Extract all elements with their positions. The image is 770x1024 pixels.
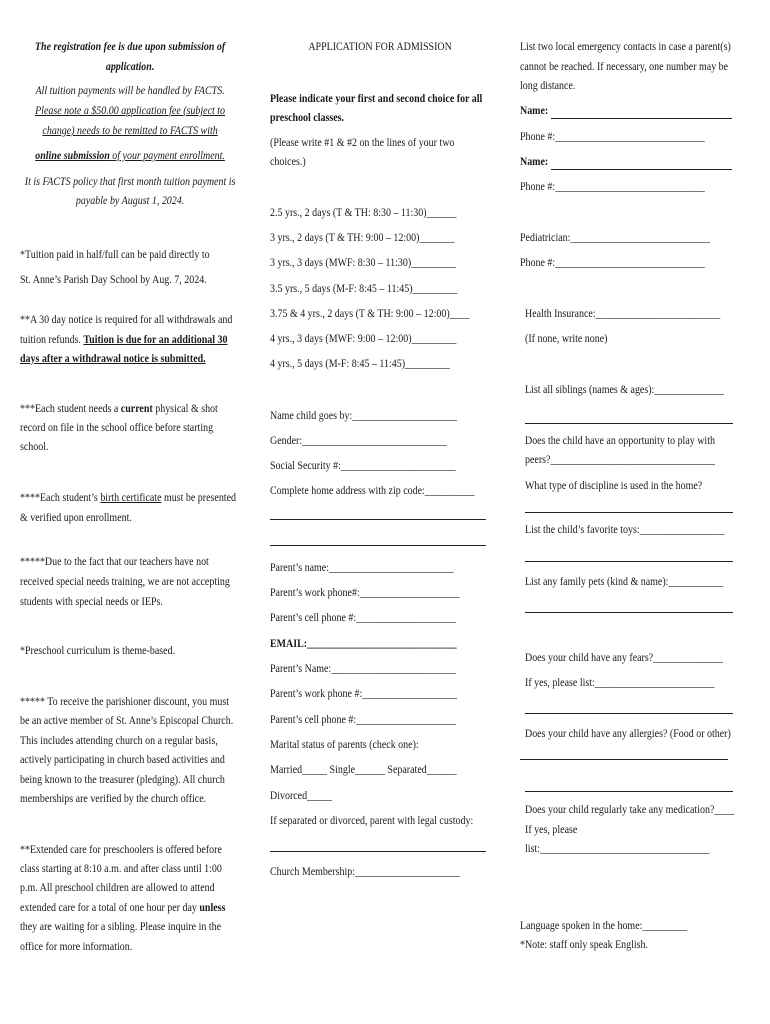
allergies-line[interactable] xyxy=(520,759,728,760)
special-needs-line-1: *****Due to the fact that our teachers have not xyxy=(20,555,209,568)
birth-line-1c: must be presented xyxy=(161,491,236,504)
divorced-option[interactable]: Divorced_____ xyxy=(270,789,333,802)
choice-line-1: Please indicate your first and second choice for all xyxy=(270,92,483,105)
allergies-label: Does your child have any allergies? (Food or other) xyxy=(525,727,731,740)
gender-field[interactable]: Gender:_____________________________ xyxy=(270,434,447,447)
extended-care-line-1: **Extended care for preschoolers is offered before xyxy=(20,843,222,856)
pediatrician-field[interactable]: Pediatrician:____________________________ xyxy=(520,231,710,244)
notice-line-3: days after a withdrawal notice is submitted. xyxy=(20,352,206,365)
toys-line-2[interactable] xyxy=(525,561,733,562)
discipline-label: What type of discipline is used in the home? xyxy=(525,479,703,492)
extended-care-line-5: they are waiting for a sibling. Please inquire in the xyxy=(20,920,222,933)
physical-line-1a: ***Each student needs a xyxy=(20,402,121,415)
address-field[interactable]: Complete home address with zip code:__________ xyxy=(270,484,475,497)
birth-certificate-text: birth certificate xyxy=(100,491,162,504)
birth-cert-line-2: & verified upon enrollment. xyxy=(20,511,132,524)
facts-line-4-rest: of your payment enrollment. xyxy=(109,149,225,162)
physical-line-3: school. xyxy=(20,440,49,453)
church-membership-field[interactable]: Church Membership:_____________________ xyxy=(270,865,460,878)
siblings-line-2[interactable] xyxy=(525,423,733,424)
emergency-name-1-label: Name: xyxy=(520,104,549,117)
birth-line-1a: ****Each student’s xyxy=(20,491,101,504)
pets-line-2[interactable] xyxy=(525,612,733,613)
emergency-name-1-line[interactable] xyxy=(551,118,732,119)
extended-care-line-4 xyxy=(20,898,225,918)
marital-status-label: Marital status of parents (check one): xyxy=(270,738,419,751)
facts-line-1: All tuition payments will be handled by FACTS. xyxy=(35,84,225,97)
parent-name-field[interactable]: Parent’s name:_________________________ xyxy=(270,561,454,574)
extended-care-line-3: p.m. All preschool children are allowed to attend xyxy=(20,881,215,894)
parish-line-2: be an active member of St. Anne’s Episcopal Church. xyxy=(20,714,234,727)
child-name-field[interactable]: Name child goes by:_____________________ xyxy=(270,409,457,422)
allergies-line-2[interactable] xyxy=(525,791,733,792)
registration-fee-line-2: application. xyxy=(105,60,155,73)
siblings-field[interactable]: List all siblings (names & ages):______________ xyxy=(525,383,725,396)
class-option-2[interactable]: 3 yrs., 2 days (T & TH: 9:00 – 12:00)_______ xyxy=(270,231,455,244)
notice-line-2a: tuition refunds. xyxy=(20,333,84,346)
notice-line-2 xyxy=(20,330,228,350)
half-full-line-2: St. Anne’s Parish Day School by Aug. 7, 2024. xyxy=(20,273,207,286)
facts-line-4 xyxy=(20,146,240,166)
physical-line-1c: physical & shot xyxy=(152,402,218,415)
parish-line-1: ***** To receive the parishioner discount, you must xyxy=(20,695,230,708)
discipline-line[interactable] xyxy=(525,512,733,513)
current-text: current xyxy=(120,402,153,415)
policy-line-1: It is FACTS policy that first month tuition payment is xyxy=(24,175,236,188)
insurance-note: (If none, write none) xyxy=(525,332,608,345)
custody-line[interactable] xyxy=(270,851,486,852)
half-full-line-1: *Tuition paid in half/full can be paid directly to xyxy=(20,248,210,261)
play-peers-line-1: Does the child have an opportunity to play with xyxy=(525,434,715,447)
notice-line-2b: Tuition is due for an additional 30 xyxy=(83,333,228,346)
facts-line-2: Please note a $50.00 application fee (subject to xyxy=(35,104,226,117)
class-option-4[interactable]: 3.5 yrs., 5 days (M-F: 8:45 – 11:45)_________ xyxy=(270,282,458,295)
play-peers-field[interactable]: peers?_________________________________ xyxy=(525,453,715,466)
parent-name-2-field[interactable]: Parent’s Name:_________________________ xyxy=(270,662,456,675)
family-pets-field[interactable]: List any family pets (kind & name):___________ xyxy=(525,575,724,588)
medication-list-field[interactable]: list:__________________________________ xyxy=(525,842,710,855)
physical-line-2: record on file in the school office before starting xyxy=(20,421,214,434)
language-field[interactable]: Language spoken in the home:_________ xyxy=(520,919,688,932)
pediatrician-phone-field[interactable]: Phone #:______________________________ xyxy=(520,256,705,269)
extended-care-line-2: class starting at 8:10 a.m. and after class until 1:00 xyxy=(20,862,222,875)
parent-work-phone-field[interactable]: Parent’s work phone#:____________________ xyxy=(270,586,460,599)
emergency-name-2-label: Name: xyxy=(520,155,549,168)
custody-label: If separated or divorced, parent with legal custody: xyxy=(270,814,474,827)
address-line-2[interactable] xyxy=(270,519,486,520)
policy-line-2: payable by August 1, 2024. xyxy=(75,194,185,207)
page-title: APPLICATION FOR ADMISSION xyxy=(308,40,452,53)
physical-line-1 xyxy=(20,399,218,419)
birth-cert-line-1 xyxy=(20,488,236,508)
parent-cell-phone-field[interactable]: Parent’s cell phone #:____________________ xyxy=(270,611,456,624)
class-option-5[interactable]: 3.75 & 4 yrs., 2 days (T & TH: 9:00 – 12:00)____ xyxy=(270,307,470,320)
parent-cell-phone-2-field[interactable]: Parent’s cell phone #:____________________ xyxy=(270,713,456,726)
fears-line-2[interactable] xyxy=(525,713,733,714)
choice-line-2: preschool classes. xyxy=(270,111,345,124)
class-option-1[interactable]: 2.5 yrs., 2 days (T & TH: 8:30 – 11:30)______ xyxy=(270,206,457,219)
emergency-phone-2-field[interactable]: Phone #:______________________________ xyxy=(520,180,705,193)
parish-line-3: This includes attending church on a regular basis, xyxy=(20,734,218,747)
curriculum-note: *Preschool curriculum is theme-based. xyxy=(20,644,176,657)
staff-english-note: *Note: staff only speak English. xyxy=(520,938,649,951)
special-needs-line-2: received special needs training, we are not accepting xyxy=(20,575,230,588)
emergency-line-3: long distance. xyxy=(520,79,576,92)
email-field[interactable]: EMAIL:______________________________ xyxy=(270,637,457,650)
emergency-phone-1-field[interactable]: Phone #:______________________________ xyxy=(520,130,705,143)
fears-list-field[interactable]: If yes, please list:________________________ xyxy=(525,676,715,689)
ssn-field[interactable]: Social Security #:_______________________ xyxy=(270,459,456,472)
parish-line-5: being known to the treasurer (pledging). All church xyxy=(20,773,225,786)
ext-line-4a: extended care for a total of one hour per day xyxy=(20,901,200,914)
class-option-3[interactable]: 3 yrs., 3 days (MWF: 8:30 – 11:30)_________ xyxy=(270,256,457,269)
notice-line-1: **A 30 day notice is required for all withdrawals and xyxy=(20,313,233,326)
marital-status-options[interactable]: Married_____ Single______ Separated______ xyxy=(270,763,457,776)
registration-fee-line-1: The registration fee is due upon submission of xyxy=(34,40,226,53)
facts-line-3: change) needs to be remitted to FACTS with xyxy=(42,124,218,137)
address-line-3[interactable] xyxy=(270,545,486,546)
special-needs-line-3: students with special needs or IEPs. xyxy=(20,595,163,608)
class-option-6[interactable]: 4 yrs., 3 days (MWF: 9:00 – 12:00)_________ xyxy=(270,332,457,345)
parent-work-phone-2-field[interactable]: Parent’s work phone #:___________________ xyxy=(270,687,457,700)
emergency-line-2: cannot be reached. If necessary, one number may be xyxy=(520,60,729,73)
medication-if-yes: If yes, please xyxy=(525,823,578,836)
emergency-name-2-line[interactable] xyxy=(551,169,732,170)
parish-line-4: actively participating in church based activities and xyxy=(20,753,225,766)
emergency-line-1: List two local emergency contacts in case a parent(s) xyxy=(520,40,731,53)
write-line-1: (Please write #1 & #2 on the lines of your two xyxy=(270,136,455,149)
fears-field[interactable]: Does your child have any fears?______________ xyxy=(525,651,723,664)
medication-field[interactable]: Does your child regularly take any medication?____ xyxy=(525,803,735,816)
class-option-7[interactable]: 4 yrs., 5 days (M-F: 8:45 – 11:45)_________ xyxy=(270,357,450,370)
write-line-2: choices.) xyxy=(270,155,306,168)
health-insurance-field[interactable]: Health Insurance:_________________________ xyxy=(525,307,721,320)
extended-care-line-6: office for more information. xyxy=(20,940,133,953)
online-submission-text: online submission xyxy=(35,149,110,162)
parish-line-6: memberships are verified by the church office. xyxy=(20,792,207,805)
favorite-toys-field[interactable]: List the child’s favorite toys:_________________ xyxy=(525,523,725,536)
unless-text: unless xyxy=(199,901,226,914)
